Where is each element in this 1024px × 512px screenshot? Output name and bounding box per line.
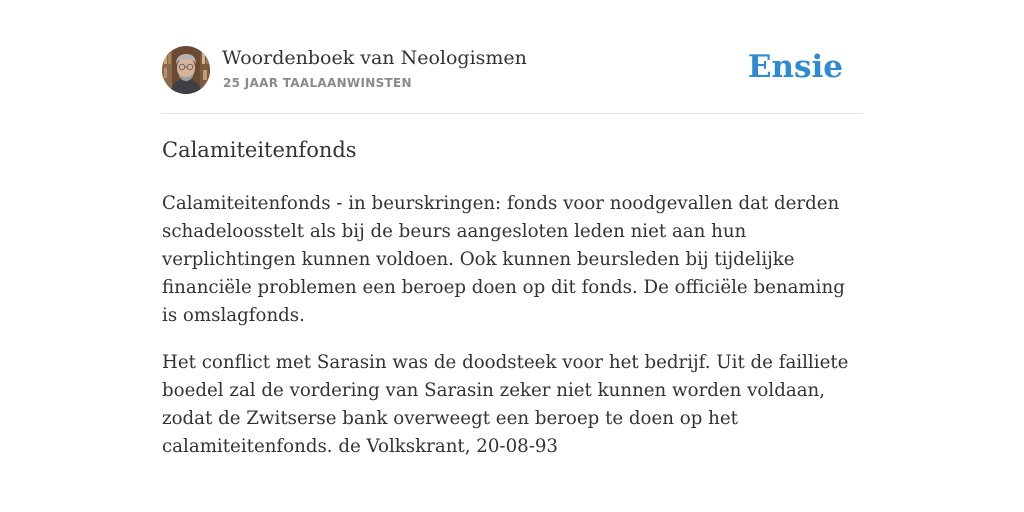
- header-divider: [162, 113, 862, 114]
- quote-paragraph: Het conflict met Sarasin was de doodsteek voor het bedrijf. Uit de failliete boedel zal de vordering van Sarasin zeker niet kunnen worden voldaan, zodat de Zwitserse bank overweegt een beroep te doen op het calamiteitenfonds. de Volkskrant, 20-08-93: [162, 352, 849, 457]
- ensie-logo[interactable]: Ensie: [747, 49, 843, 85]
- page-title: Calamiteitenfonds: [162, 138, 357, 162]
- author-portrait-icon: [162, 46, 210, 94]
- article-body: [162, 190, 864, 480]
- avatar[interactable]: [162, 46, 210, 94]
- author-subtitle: 25 JAAR TAALAANWINSTEN: [223, 76, 412, 90]
- author-name[interactable]: Woordenboek van Neologismen: [222, 47, 527, 69]
- header: [162, 46, 862, 96]
- definition-paragraph: Calamiteitenfonds - in beurskringen: fonds voor noodgevallen dat derden schadeloosstelt als bij de beurs aangesloten leden niet aan hun verplichtingen kunnen voldoen. Ook kunnen beursleden bij tijdelijke financiële problemen een beroep doen op dit fonds. De officiële benaming is omslagfonds.: [162, 193, 845, 326]
